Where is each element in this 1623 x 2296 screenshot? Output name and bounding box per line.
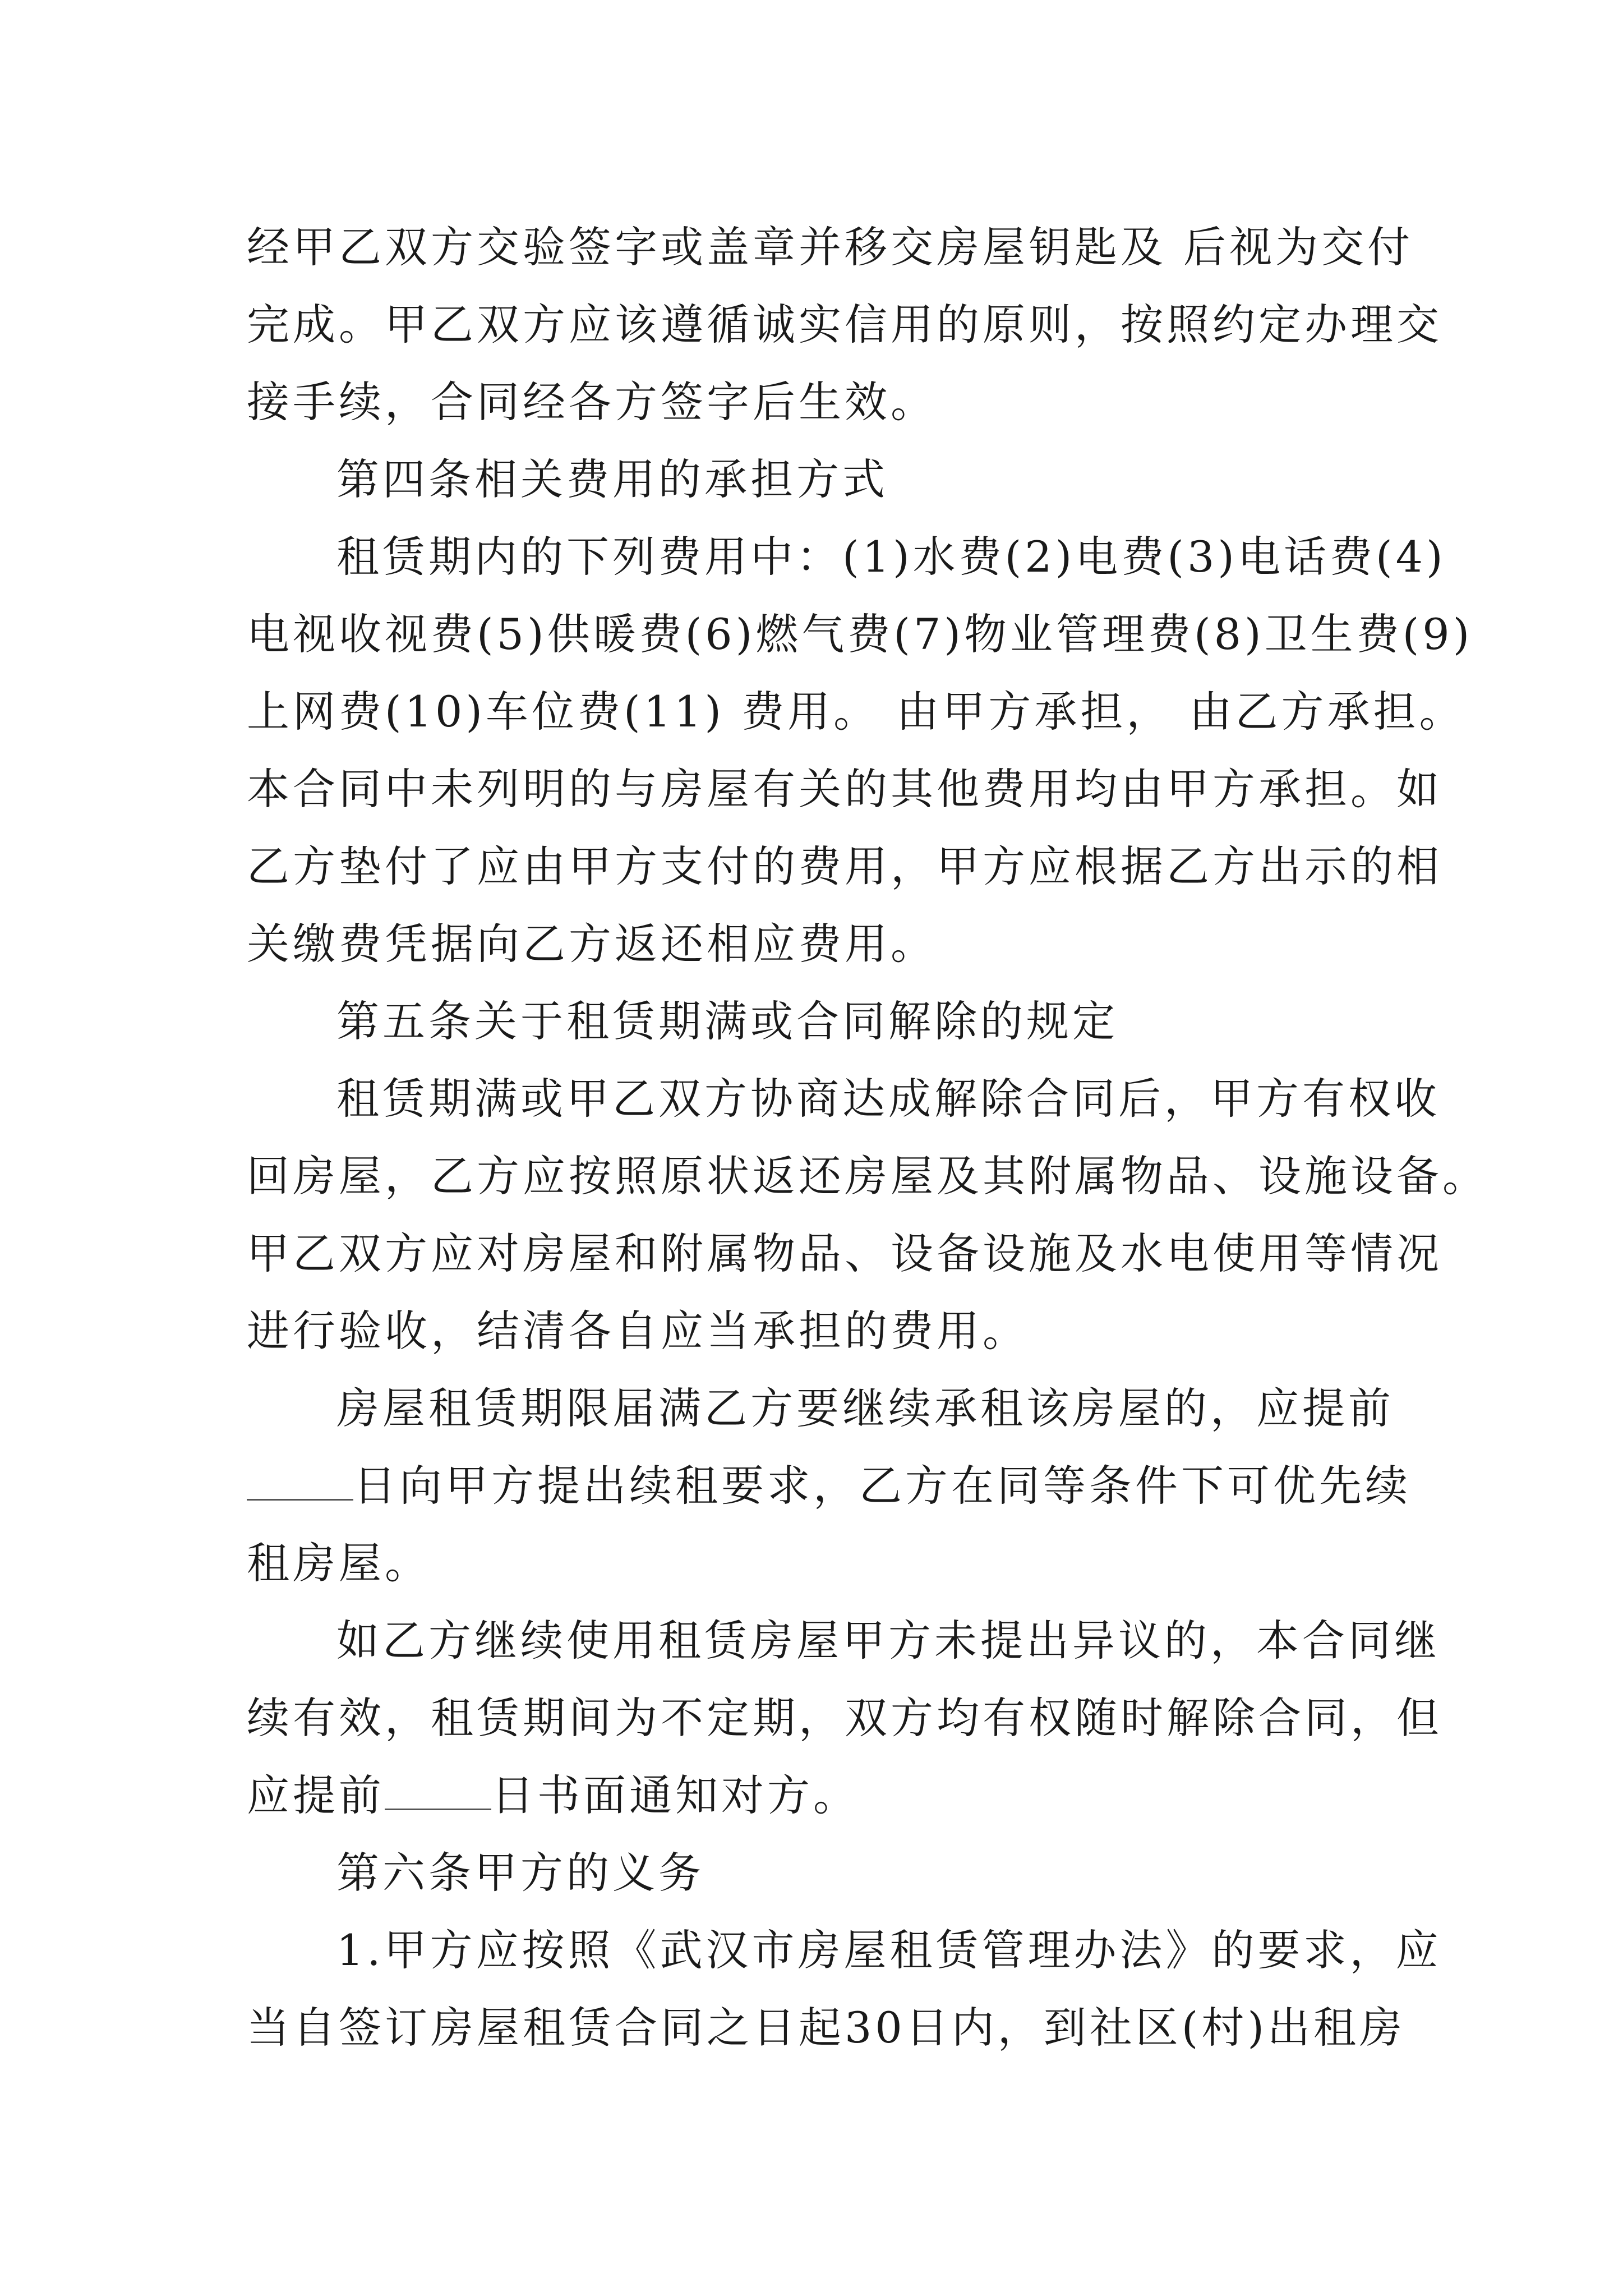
- text-line-with-blank: [247, 1757, 1391, 1834]
- text-line: 本合同中未列明的与房屋有关的其他费用均由甲方承担。如: [247, 764, 1442, 814]
- text-line: 如乙方继续使用租赁房屋甲方未提出异议的，本合同继: [336, 1616, 1440, 1665]
- text-line: 租赁期满或甲乙双方协商达成解除合同后，甲方有权收: [336, 1074, 1440, 1124]
- text-line: 续有效，租赁期间为不定期，双方均有权随时解除合同，但: [247, 1693, 1442, 1743]
- text-line: 甲乙双方应对房屋和附属物品、设备设施及水电使用等情况: [247, 1228, 1442, 1278]
- text-line: 房屋租赁期限届满乙方要继续承租该房屋的，应提前: [336, 1383, 1394, 1433]
- text-line: 进行验收，结清各自应当承担的费用。: [247, 1306, 1029, 1356]
- text-line: 租房屋。: [247, 1538, 431, 1588]
- section-heading-5: 第五条关于租赁期满或合同解除的规定: [336, 996, 1118, 1046]
- fill-in-blank[interactable]: [247, 1465, 353, 1501]
- text-line: 经甲乙双方交验签字或盖章并移交房屋钥匙及 后视为交付: [247, 222, 1414, 272]
- text-line: 租赁期内的下列费用中：(1)水费(2)电费(3)电话费(4): [336, 532, 1446, 582]
- contract-text: [247, 209, 1488, 2067]
- text-segment: 应提前: [247, 1770, 385, 1820]
- text-line: 当自签订房屋租赁合同之日起30日内，到社区(村)出租房: [247, 2003, 1406, 2053]
- text-segment: 日书面通知对方。: [491, 1770, 859, 1820]
- document-body: [247, 209, 1488, 2067]
- text-line: 上网费(10)车位费(11) 费用。 由甲方承担， 由乙方承担。: [247, 687, 1465, 737]
- text-line: 回房屋，乙方应按照原状返还房屋及其附属物品、设施设备。: [247, 1151, 1488, 1201]
- fill-in-blank[interactable]: [385, 1775, 491, 1810]
- text-segment: 日向甲方提出续租要求，乙方在同等条件下可优先续: [353, 1461, 1411, 1511]
- section-heading-4: 第四条相关费用的承担方式: [336, 454, 888, 504]
- section-heading-6: 第六条甲方的义务: [336, 1848, 704, 1898]
- text-line-with-blank: [247, 1447, 1411, 1525]
- text-line: 关缴费凭据向乙方返还相应费用。: [247, 919, 937, 969]
- text-line: 完成。甲乙双方应该遵循诚实信用的原则，按照约定办理交: [247, 300, 1442, 349]
- text-line: 接手续，合同经各方签字后生效。: [247, 377, 937, 427]
- text-line: 电视收视费(5)供暖费(6)燃气费(7)物业管理费(8)卫生费(9): [247, 609, 1473, 659]
- text-line: 1.甲方应按照《武汉市房屋租赁管理办法》的要求，应: [336, 1925, 1442, 1975]
- text-line: 乙方垫付了应由甲方支付的费用，甲方应根据乙方出示的相: [247, 841, 1442, 891]
